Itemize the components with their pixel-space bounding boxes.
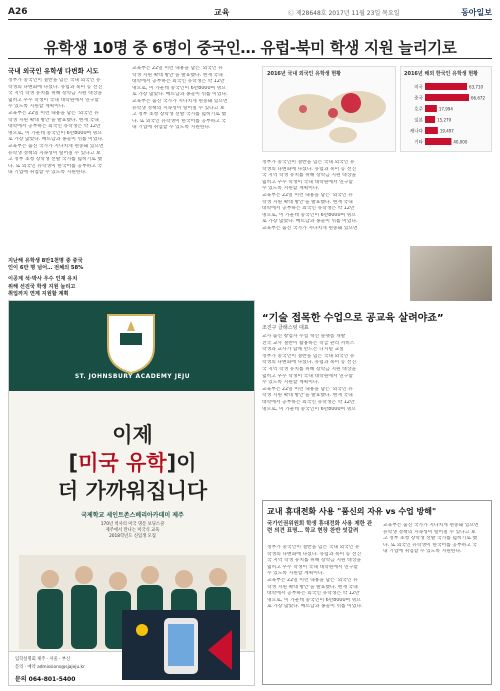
article-line: 학생의 다변화에 나섰다. 유럽과 북미 등 선진	[262, 166, 357, 172]
article-line: 넓히고 우수 학생이 국내 대학원에서 연구할	[262, 179, 354, 185]
bottom-line: 수 있도록 지원할 계획이다.	[267, 571, 325, 577]
school-name: ST. JOHNSBURY ACADEMY JEJU	[74, 373, 191, 380]
interview-line: 명으로, 이 가운데 중국인이 6만8000여 명으	[262, 406, 356, 412]
world-map-graphic	[263, 67, 397, 153]
article-line: 학생의 다변화에 나섰다. 유럽과 북미 등 선진	[8, 84, 103, 90]
article-line: 교육부는 22일 이런 내용을 담은 '외국인 유	[8, 110, 99, 116]
article-line: 명으로, 이 가운데 중국인이 6만8000여 명으	[8, 130, 102, 136]
interview-line: 학생의 다변화에 나섰다. 유럽과 북미 등 선진	[262, 360, 357, 366]
bar-chart-title: 2016년 해외 한국인 유학생 현황	[404, 71, 479, 77]
bracket-close: ]이	[166, 451, 197, 475]
bottom-subhead: 국가인권위원회 학생 휴대전화 사용 제한 관련 의견 표명… 학교 현장 찬반 엇갈려	[267, 521, 373, 534]
bottom-body-col1	[267, 545, 377, 681]
bottom-line: 유학생 정책의 지속성이 떨어질 수 있다고 보	[383, 529, 476, 535]
article-line: 정부가 중국인이 절반을 넘는 국내 외국인 유	[262, 160, 355, 165]
map-chart-title: 2016년 국내 외국인 유학생 현황	[267, 71, 342, 77]
article-paragraph	[132, 66, 254, 132]
bracket-open: [	[68, 451, 79, 475]
bar-chart-bar	[425, 105, 437, 112]
bar-chart-value-label: 15,279	[437, 117, 452, 123]
bottom-line: 명으로, 이 가운데 중국인이 6만8000여 명으	[267, 597, 361, 603]
article-line: 유학생 정책의 지속성이 떨어질 수 있다고 보	[8, 150, 101, 156]
article-line: 넓히고 우수 학생이 국내 대학원에서 연구할	[8, 97, 100, 103]
bar-chart-svg	[401, 67, 493, 153]
newspaper-name: 동아일보	[461, 8, 492, 17]
bottom-line: 넓히고 우수 학생이 국내 대학원에서 연구할	[267, 564, 359, 570]
article-line: 정부가 중국인이 절반을 넘는 국내 외국인 유	[8, 78, 101, 83]
bottom-headline: 교내 휴대전화 사용 "품신의 자유 vs 수업 방해"	[267, 507, 437, 516]
ad-copy-line1: 이제	[112, 423, 153, 447]
article-line: 교육부는 출신 국가가 지나치게 편중돼 있으면	[262, 225, 358, 231]
bottom-line: 교육부는 22일 이런 내용을 담은 '외국인 유	[267, 577, 358, 583]
bar-chart-category-label: 일본	[414, 118, 423, 124]
bar-chart-category-label: 중국	[414, 96, 423, 102]
interview-line: 학생 지원 확대 방안'을 발표했다. 현재 국내	[262, 393, 353, 399]
section-name: 교육	[214, 8, 230, 17]
bar-chart-category-label: 캐나다	[409, 129, 423, 135]
bar-chart-bar	[425, 83, 467, 90]
bar-chart-bar	[425, 116, 435, 123]
interview-line: 대학에서 공부하는 외국인 유학생은 약 12만	[262, 399, 355, 405]
bar-chart-value-label: 19,497	[439, 128, 454, 134]
bottom-line: 교육부는 출신 국가가 지나치게 편중돼 있으면	[383, 523, 479, 528]
article-subhead: 국내 외국인 유학생 다변화 시도	[8, 67, 99, 75]
interview-line: 학생과 교사가 함께 만드는 디지털 교실	[262, 347, 344, 353]
bar-chart-value-label: 17,994	[438, 106, 453, 112]
interview-line: 전국 교사 절반이 활용하는 학급 관리 서비스	[262, 340, 355, 346]
ad-footer-line: 문의 · 예약 admissions@sjajeju.kr	[15, 665, 85, 670]
article-paragraph	[8, 78, 126, 177]
interview-line: 국 지역 학생 유치를 위해 장학금 지원 대상을	[262, 366, 357, 372]
main-headline: 유학생 10명 중 6명이 중국인… 유럽-북미 학생 지원 늘리기로	[43, 39, 457, 57]
article-line: 교육부는 22일 이런 내용을 담은 '외국인 유	[262, 192, 353, 198]
bottom-line: 대학에서 공부하는 외국인 유학생은 약 12만	[267, 591, 360, 597]
bar-chart-value-label: 40,000	[453, 139, 468, 145]
bottom-line: 학생의 다변화에 나섰다. 유럽과 북미 등 선진	[267, 551, 362, 557]
article-line: 수 있도록 지원할 계획이다.	[8, 104, 66, 110]
headline-rule	[8, 58, 492, 59]
article-line: 교육부는 22일 이런 내용을 담은 '외국인 유	[132, 66, 223, 71]
bottom-paragraph	[267, 545, 377, 611]
callout-line: 위해 선진국 학생 지원 늘리고	[8, 283, 76, 290]
ad-copy-line2	[9, 447, 255, 477]
article-line: 학생 지원 확대 방안'을 발표했다. 현재 국내	[262, 199, 353, 205]
bar-chart-bar	[425, 138, 451, 145]
callout-line: 지난해 유학생 8만1천명 중 중국	[8, 258, 83, 264]
bar-chart-category-label: 호주	[414, 107, 423, 113]
article-line: 국 지역 학생 유치를 위해 장학금 지원 대상을	[262, 173, 357, 179]
article-line: 다. 또 외국인 유학생이 한국어를 공부하고 국	[8, 163, 103, 169]
ad-highlight: 미국 유학	[78, 451, 167, 475]
article-line: 학생 지원 확대 방안'을 발표했다. 현재 국내	[8, 117, 99, 123]
ad-info-line: 2018학년도 신입생 모집	[109, 533, 156, 539]
bottom-article	[262, 500, 492, 685]
bar-chart-value-label: 66,672	[471, 95, 485, 101]
article-line: 수 있도록 지원할 계획이다.	[262, 186, 320, 192]
bar-chart-value-label: 63,710	[469, 84, 484, 90]
issue-meta: Ⓒ 제28648호 2017년 11월 23일 목요일	[288, 10, 400, 17]
bottom-body-col2	[383, 523, 489, 609]
article-line: 로 가장 많았다. 베트남과 몽골이 뒤를 이었다.	[132, 92, 228, 98]
article-line: 로 가장 많았다. 베트남과 몽골이 뒤를 이었다.	[262, 219, 358, 225]
bottom-line: 국 지역 학생 유치를 위해 장학금 지원 대상을	[267, 558, 362, 564]
school-crest-icon	[104, 311, 158, 375]
article-line: 명으로, 이 가운데 중국인이 6만8000여 명으	[132, 85, 226, 91]
ad-footer-line: 입학설명회 제주 · 서울 · 부산	[15, 657, 71, 662]
interview-line: 교육부는 22일 이런 내용을 담은 '외국인 유	[262, 386, 353, 392]
article-line: 대학에서 공부하는 외국인 유학생은 약 12만	[262, 206, 355, 212]
article-line: 다. 또 외국인 유학생이 한국어를 공부하고 국	[132, 118, 227, 124]
article-body-col2	[132, 66, 254, 298]
bottom-line: 다. 또 외국인 유학생이 한국어를 공부하고 국	[383, 542, 478, 548]
interview-byline: 조진구 클래스팅 대표	[262, 325, 309, 331]
interviewee-photo	[410, 246, 492, 301]
bottom-line: 학생 지원 확대 방안'을 발표했다. 현재 국내	[267, 584, 358, 590]
article-line: 로 가장 많았다. 베트남과 몽골이 뒤를 이었다.	[8, 137, 104, 143]
article-paragraph	[262, 160, 492, 233]
article-line: 학생 지원 확대 방안'을 발표했다. 현재 국내	[132, 72, 223, 78]
bottom-line: 고 정부 초청 장학생 선발 국가를 넓히기로 했	[383, 536, 478, 542]
ad-info	[69, 522, 196, 539]
article-line: 고 정부 초청 장학생 선발 국가를 넓히기로 했	[8, 157, 103, 163]
interview-paragraph	[262, 334, 492, 413]
page-number: A26	[8, 7, 28, 17]
phone-illustration	[122, 610, 240, 680]
bar-chart-category-label: 미국	[414, 85, 423, 91]
bar-chart-bar	[425, 127, 438, 134]
callout-line: 인이 6만 명 넘어… 전체의 58%	[8, 265, 84, 272]
page-header	[8, 6, 492, 20]
interview-headline: “기술 접목한 수업으로 공교육 살려야죠”	[262, 313, 444, 324]
callout-line: 이공계 석·박사 우수 인재 유치	[8, 276, 78, 283]
article-line: 교육부는 출신 국가가 지나치게 편중돼 있으면	[132, 98, 228, 104]
ad-copy-line3: 더 가까워집니다	[57, 479, 208, 503]
article-line: 교육부는 출신 국가가 지나치게 편중돼 있으면	[8, 143, 104, 149]
interview-line: 수 있도록 지원할 계획이다.	[262, 380, 320, 386]
article-line: 유학생 정책의 지속성이 떨어질 수 있다고 보	[132, 105, 225, 111]
interview-line: 교사 출신 창업자 수업 혁신 플랫폼 개발	[262, 334, 346, 339]
callout-line: 취업까지 연계 지원할 계획	[8, 290, 69, 297]
article-line: 국 지역 학생 유치를 위해 장학금 지원 대상을	[8, 91, 103, 97]
ad-info-line: 제주에서 만나는 미국식 교육	[105, 527, 160, 533]
article-line: 대학에서 공부하는 외국인 유학생은 약 12만	[8, 124, 101, 130]
article-body-col3	[262, 160, 492, 240]
map-chart	[262, 66, 396, 152]
bar-chart	[400, 66, 492, 152]
bar-chart-category-label: 기타	[414, 140, 423, 146]
bottom-line: 내 기업에 취업할 수 있도록 지원한다.	[383, 549, 462, 555]
interview-line: 넓히고 우수 학생이 국내 대학원에서 연구할	[262, 373, 354, 379]
article-line: 고 정부 초청 장학생 선발 국가를 넓히기로 했	[132, 112, 227, 118]
article-line: 내 기업에 취업할 수 있도록 지원한다.	[8, 170, 87, 176]
bottom-line: 로 가장 많았다. 베트남과 몽골이 뒤를 이었다.	[267, 604, 363, 610]
ad-info-line: 170년 역사의 미국 명문 보딩스쿨	[100, 522, 165, 527]
ad-tagline: 국제학교 세인트존스베리아카데미 제주	[81, 512, 184, 519]
bottom-line: 정부가 중국인이 절반을 넘는 국내 외국인 유	[267, 545, 360, 550]
article-line: 대학에서 공부하는 외국인 유학생은 약 12만	[132, 79, 225, 85]
interview-line: 정부가 중국인이 절반을 넘는 국내 외국인 유	[262, 353, 355, 359]
ad-phone: 문의 064-801-5400	[15, 676, 76, 683]
article-line: 명으로, 이 가운데 중국인이 6만8000여 명으	[262, 212, 356, 218]
article-body	[8, 66, 126, 252]
article-line: 내 기업에 취업할 수 있도록 지원한다.	[132, 125, 211, 131]
bar-chart-bar	[425, 94, 469, 101]
bottom-paragraph	[383, 523, 489, 556]
interview-body	[262, 334, 492, 494]
